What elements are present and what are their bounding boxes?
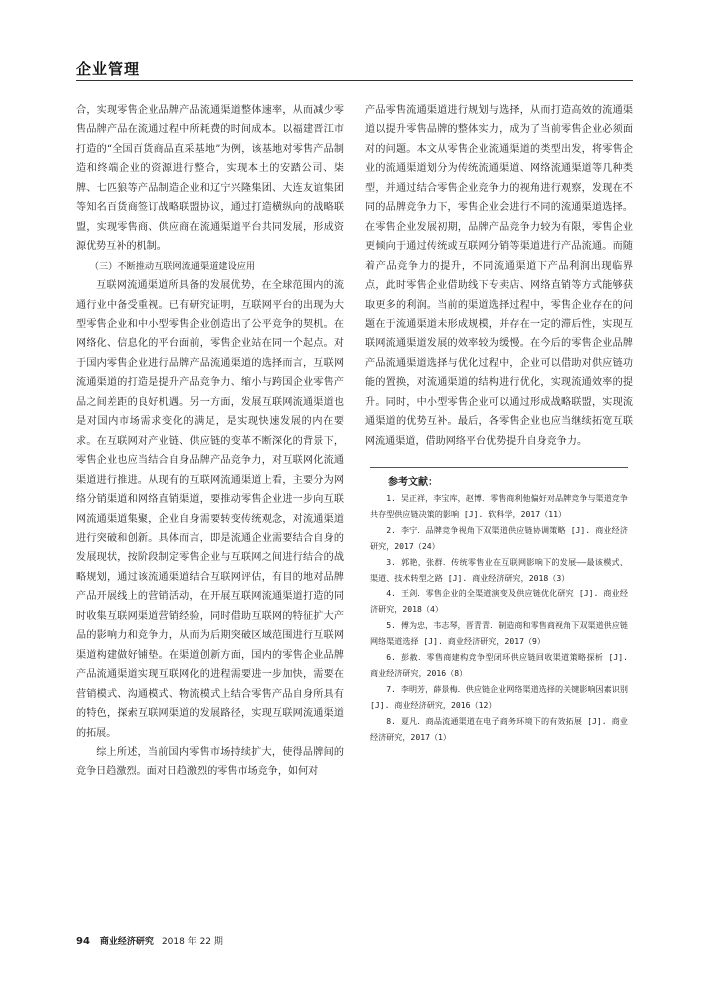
page-number: 94 bbox=[76, 936, 90, 947]
reference-item: 3. 郭艳，张群．传统零售业在互联网影响下的发展——最该模式、渠道、技术转型之路 [J]. 商业经济研究，2018（3） bbox=[370, 556, 628, 583]
body-paragraph: 互联网流通渠道所具备的发展优势，在全球范围内的流通行业中备受重视。已有研究证明，互联网平台的出现为大型零售企业和中小型零售企业创造出了公平竞争的契机。在网络化、信息化的平台面前，零售企业站在同一个起点。对于国内零售企业进行品牌产品流通渠道的选择而言，互联网流通渠道的打造是提升产品竞争力、缩小与跨国企业零售产品之间差距的良好机遇。另一方面，发展互联网流通渠道也是对国内市场需求变化的满足，是实现快速发展的内在要求。在互联网对产业链、供应链的变革不断深化的背景下，零售企业也应当结合自身品牌产品竞争力，对互联网化流通渠道进行推进。从现有的互联网流通渠道上看，主要分为网络分销渠道和网络直销渠道，要推动零售企业进一步向互联网流通渠道集聚，企业自身需要转变传统观念，对流通渠道进行突破和创新。具体而言，即是流通企业需要结合自身的发展现状，按阶段制定零售企业与互联网之间进行结合的战略规划，通过该流通渠道结合互联网评估，有目的地对品牌产品开展线上的营销活动，在开展互联网流通渠道打造的同时收集互联网渠道营销经验，同时借助互联网的特征扩大产品的影响力和竞争力，从而为后期突破区域范围进行互联网渠道构建做好铺垫。在渠道创新方面，国内的零售企业品牌产品流通渠道实现互联网化的进程需要进一步加快，需要在营销模式、沟通模式、物流模式上结合零售产品自身所具有的特色，探索互联网渠道的发展路径，实现互联网流通渠道的拓展。 bbox=[76, 280, 344, 739]
body-paragraph: 综上所述，当前国内零售市场持续扩大，使得品牌间的竞争日趋激烈。面对日趋激烈的零售市场竞争，如何对 bbox=[76, 746, 344, 778]
body-paragraph: 合，实现零售企业品牌产品流通渠道整体速率，从而减少零售品牌产品在流通过程中所耗费的时间成本。以福建晋江市打造的“全国百货商品直采基地”为例，该基地对零售产品制造和终端企业的资源进行整合，实现本土的安踏公司、柒牌、七匹狼等产品制造企业和辽宁兴隆集团、大连友谊集团等知名百货商签订战略联盟协议，通过打造横纵向的战略联盟，实现零售商、供应商在流通渠道平台共同发展，形成资源优势互补的机制。 bbox=[76, 105, 344, 253]
references-title: 参考文献： bbox=[388, 477, 438, 488]
section-title: 企业管理 bbox=[76, 60, 141, 78]
reference-item: 5. 傅为忠，韦志琴，晋青青．制造商和零售商视角下双渠道供应链网络渠道选择 [J]. 商业经济研究，2017（9） bbox=[370, 620, 628, 647]
reference-item: 7. 李明芳，薛景梅．供应链企业网络渠道选择的关键影响因素识别 [J]. 商业经济研究，2016（12） bbox=[370, 683, 628, 710]
page-footer bbox=[76, 934, 223, 947]
left-column bbox=[76, 101, 344, 782]
issue-label: 2018 年 22 期 bbox=[161, 937, 223, 947]
reference-item: 8. 夏凡．商品流通渠道在电子商务环境下的有效拓展 [J]. 商业经济研究，2017（1） bbox=[370, 715, 628, 742]
header-divider bbox=[76, 80, 633, 81]
journal-name: 商业经济研究 bbox=[99, 937, 154, 947]
section-subheading: （三）不断推动互联网流通渠道建设应用 bbox=[89, 260, 256, 272]
reference-item: 2. 李宁．品牌竞争视角下双渠道供应链协调策略 [J]. 商业经济研究，2017（24） bbox=[370, 524, 628, 551]
reference-item: 1. 吴正祥，李宝库，赵博．零售商利他偏好对品牌竞争与渠道竞争共存型供应链决策的影响 [J]. 软科学，2017（11） bbox=[370, 493, 628, 519]
reference-item: 4. 王剑．零售企业的全渠道演变及供应链优化研究 [J]. 商业经济研究，2018（4） bbox=[370, 588, 628, 615]
body-paragraph: 产品零售流通渠道进行规划与选择，从而打造高效的流通渠道以提升零售品牌的整体实力，成为了当前零售企业必须面对的问题。本文从零售企业流通渠道的类型出发，将零售企业的流通渠道划分为传统流通渠道、网络流通渠道等几种类型，并通过结合零售企业竞争力的视角进行观察，发现在不同的品牌竞争力下，零售企业会进行不同的流通渠道选择。在零售企业发展初期，品牌产品竞争力较为有限，零售企业更倾向于通过传统或互联网分销等渠道进行产品流通。而随着产品竞争力的提升，不同流通渠道下产品利润出现临界点，此时零售企业借助线下专卖店、网络直销等方式能够获取更多的利润。当前的渠道选择过程中，零售企业存在的问题在于流通渠道未形成规模，并存在一定的滞后性，实现互联网流通渠道发展的效率较为缓慢。在今后的零售企业品牌产品流通渠道选择与优化过程中，企业可以借助对供应链功能的置换，对流通渠道的结构进行优化，实现流通效率的提升。同时，中小型零售企业可以通过形成战略联盟，实现流通渠道的优势互补。最后，各零售企业也应当继续拓宽互联网流通渠道，借助网络平台优势提升自身竞争力。 bbox=[365, 105, 633, 447]
reference-item: 6. 彭赦．零售商建构竞争型闭环供应链回收渠道策略探析 [J]. 商业经济研究，2016（8） bbox=[370, 652, 628, 678]
right-column bbox=[365, 101, 633, 451]
references-section bbox=[370, 467, 628, 746]
